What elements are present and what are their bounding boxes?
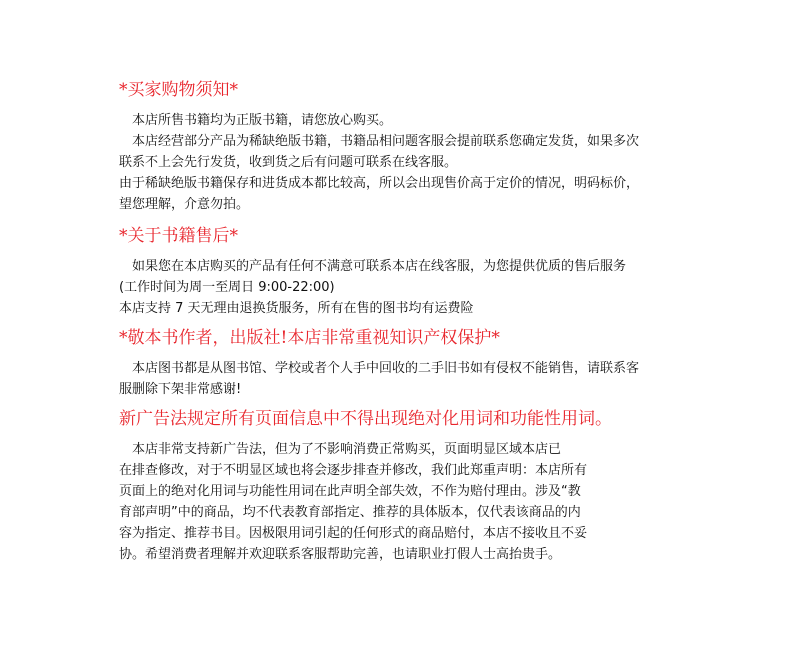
- text-line: 本店图书都是从图书馆、学校或者个人手中回收的二手旧书如有侵权不能销售，请联系客: [119, 361, 640, 376]
- text-line: 如果您在本店购买的产品有任何不满意可联系本店在线客服，为您提供优质的售后服务: [119, 259, 627, 274]
- text-line: 容为指定、推荐书目。因极限用词引起的任何形式的商品赔付，本店不接收且不妥: [119, 526, 588, 541]
- text-line: 由于稀缺绝版书籍保存和进货成本都比较高，所以会出现售价高于定价的情况，明码标价，: [119, 176, 640, 191]
- text-line: 望您理解，介意勿拍。: [119, 197, 250, 212]
- text-line: 在排查修改，对于不明显区域也将会逐步排查并修改，我们此郑重声明：本店所有: [119, 463, 588, 478]
- text-line: (工作时间为周一至周日 9:00-22:00): [119, 280, 335, 295]
- heading-buyer-notice: *买家购物须知*: [119, 80, 238, 100]
- text-line: 本店非常支持新广告法，但为了不影响消费正常购买，页面明显区域本店已: [119, 442, 562, 457]
- text-line: 本店所售书籍均为正版书籍，请您放心购买。: [119, 113, 393, 128]
- heading-after-sales: *关于书籍售后*: [119, 226, 238, 246]
- text-line: 联系不上会先行发货，收到货之后有问题可联系在线客服。: [119, 155, 458, 170]
- text-line: 本店经营部分产品为稀缺绝版书籍，书籍品相问题客服会提前联系您确定发货，如果多次: [119, 134, 640, 149]
- text-line: 本店支持 7 天无理由退换货服务，所有在售的图书均有运费险: [119, 301, 474, 316]
- after-sales-text: [119, 256, 626, 319]
- copyright-notice-text: [119, 358, 639, 400]
- buyer-notice-text: [119, 110, 639, 215]
- heading-advertising-law: 新广告法规定所有页面信息中不得出现绝对化用词和功能性用词。: [119, 409, 612, 429]
- text-line: 服删除下架非常感谢!: [119, 382, 242, 397]
- advertising-law-text: [119, 439, 587, 565]
- heading-copyright-notice: *敬本书作者，出版社!本店非常重视知识产权保护*: [119, 328, 500, 348]
- text-line: 协。希望消费者理解并欢迎联系客服帮助完善，也请职业打假人士高抬贵手。: [119, 547, 562, 562]
- text-line: 育部声明”中的商品，均不代表教育部指定、推荐的具体版本，仅代表该商品的内: [119, 505, 581, 520]
- text-line: 页面上的绝对化用词与功能性用词在此声明全部失效，不作为赔付理由。涉及“教: [119, 484, 581, 499]
